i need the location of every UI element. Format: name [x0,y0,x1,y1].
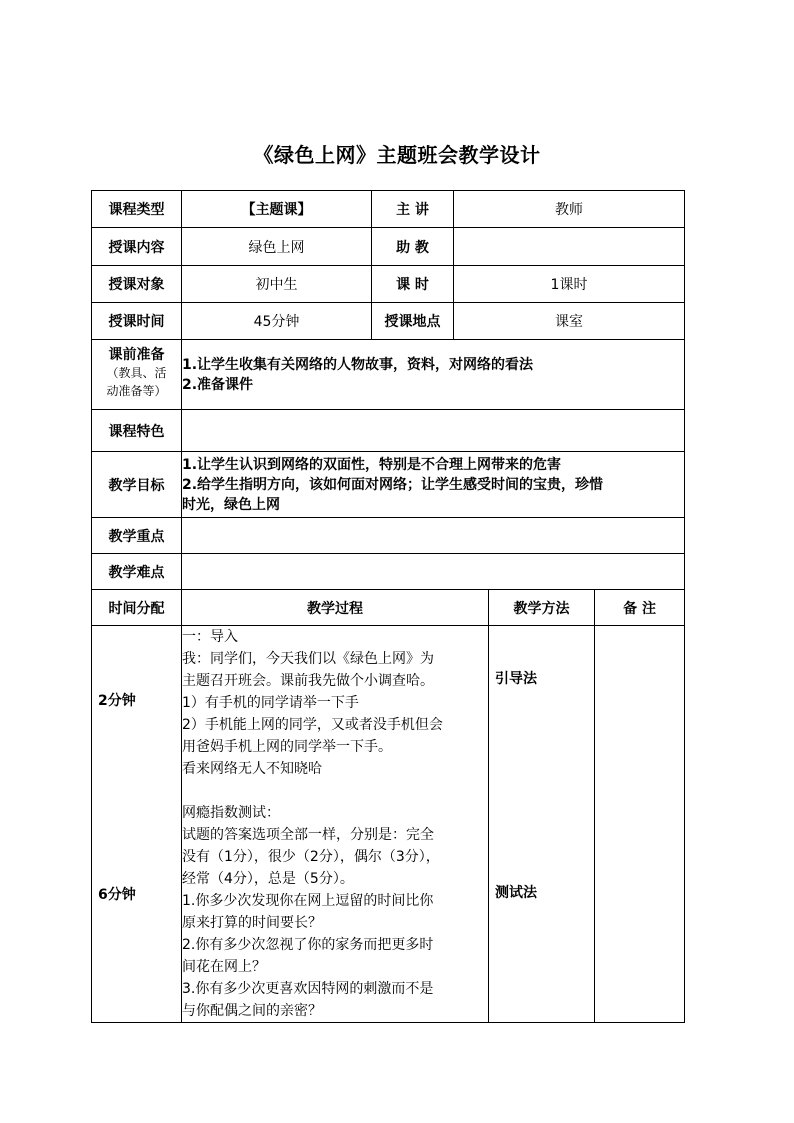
course-type-value: 【主题课】 [182,191,372,228]
key-points-label: 教学重点 [92,518,182,554]
process-time-header: 时间分配 [92,590,182,626]
prep-line: 2.准备课件 [182,376,254,393]
process-line: 1.你多少次发现你在网上逗留的时间比你 [182,893,434,909]
audience-value: 初中生 [182,266,372,303]
process-line: 间花在网上？ [182,959,266,975]
goals-line: 时光，绿色上网 [182,496,280,513]
row-prep [92,340,685,410]
prep-sublabel-1: （教具、活 [106,366,167,380]
content-label: 授课内容 [92,228,182,266]
difficulties-value [182,554,685,590]
process-line: 没有（1分），很少（2分），偶尔（3分）， [182,849,440,865]
assistant-label: 助 教 [372,228,454,266]
row-features [92,410,685,452]
goals-label: 教学目标 [92,452,182,518]
row-time [92,303,685,340]
hours-label: 课 时 [372,266,454,303]
process-line: 用爸妈手机上网的同学举一下手。 [182,739,392,755]
hours-value: 1课时 [454,266,685,303]
process-line: 网瘾指数测试： [182,805,280,821]
page-title: 《绿色上网》主题班会教学设计 [253,143,541,167]
method-1: 引导法 [495,671,537,687]
difficulties-label: 教学难点 [92,554,182,590]
features-value [182,410,685,452]
process-line: 原来打算的时间要长？ [182,915,322,931]
process-header: 教学过程 [182,590,489,626]
content-value: 绿色上网 [182,228,372,266]
process-note-cell [595,626,685,1023]
goals-content [182,452,685,518]
place-value: 课室 [454,303,685,340]
row-process-header [92,590,685,626]
process-line: 看来网络无人不知晓哈 [182,761,322,777]
process-line: 我：同学们，今天我们以《绿色上网》为 [182,651,434,667]
lecturer-value: 教师 [454,191,685,228]
process-note-header: 备 注 [595,590,685,626]
key-points-value [182,518,685,554]
process-line: 1）有手机的同学请举一下手 [182,695,359,711]
process-line: 经常（4分），总是（5分）。 [182,871,354,887]
row-audience [92,266,685,303]
prep-sublabel-2: 动准备等） [106,384,167,398]
process-line: 2）手机能上网的同学，又或者没手机但会 [182,717,443,733]
process-line: 一：导入 [182,629,238,645]
process-method-cell [489,626,595,1023]
row-difficulties [92,554,685,590]
row-course-type [92,191,685,228]
prep-label: 课前准备 [108,347,165,363]
time-label: 授课时间 [92,303,182,340]
course-type-label: 课程类型 [92,191,182,228]
process-line: 2.你有多少次忽视了你的家务而把更多时 [182,937,434,953]
process-content [182,626,489,1023]
prep-line: 1.让学生收集有关网络的人物故事，资料，对网络的看法 [182,356,534,373]
prep-label-cell [92,340,182,410]
blank-line [182,780,488,802]
place-label: 授课地点 [372,303,454,340]
prep-content [182,340,685,410]
process-line: 3.你有多少次更喜欢因特网的刺激而不是 [182,981,434,997]
time-slot-2: 6分钟 [98,887,136,903]
time-slot-1: 2分钟 [98,693,136,709]
row-key-points [92,518,685,554]
features-label: 课程特色 [92,410,182,452]
process-line: 主题召开班会。课前我先做个小调查哈。 [182,673,434,689]
assistant-value [454,228,685,266]
lecturer-label: 主 讲 [372,191,454,228]
process-method-header: 教学方法 [489,590,595,626]
method-2: 测试法 [495,885,537,901]
row-content [92,228,685,266]
row-process [92,626,685,1023]
process-line: 试题的答案选项全部一样，分别是：完全 [182,827,434,843]
process-time-cell [92,626,182,1023]
audience-label: 授课对象 [92,266,182,303]
goals-line: 1.让学生认识到网络的双面性，特别是不合理上网带来的危害 [182,456,562,473]
row-goals [92,452,685,518]
time-value: 45分钟 [182,303,372,340]
process-line: 与你配偶之间的亲密？ [182,1003,322,1019]
goals-line: 2.给学生指明方向，该如何面对网络；让学生感受时间的宝贵，珍惜 [182,476,604,493]
lesson-plan-table [91,190,685,1023]
